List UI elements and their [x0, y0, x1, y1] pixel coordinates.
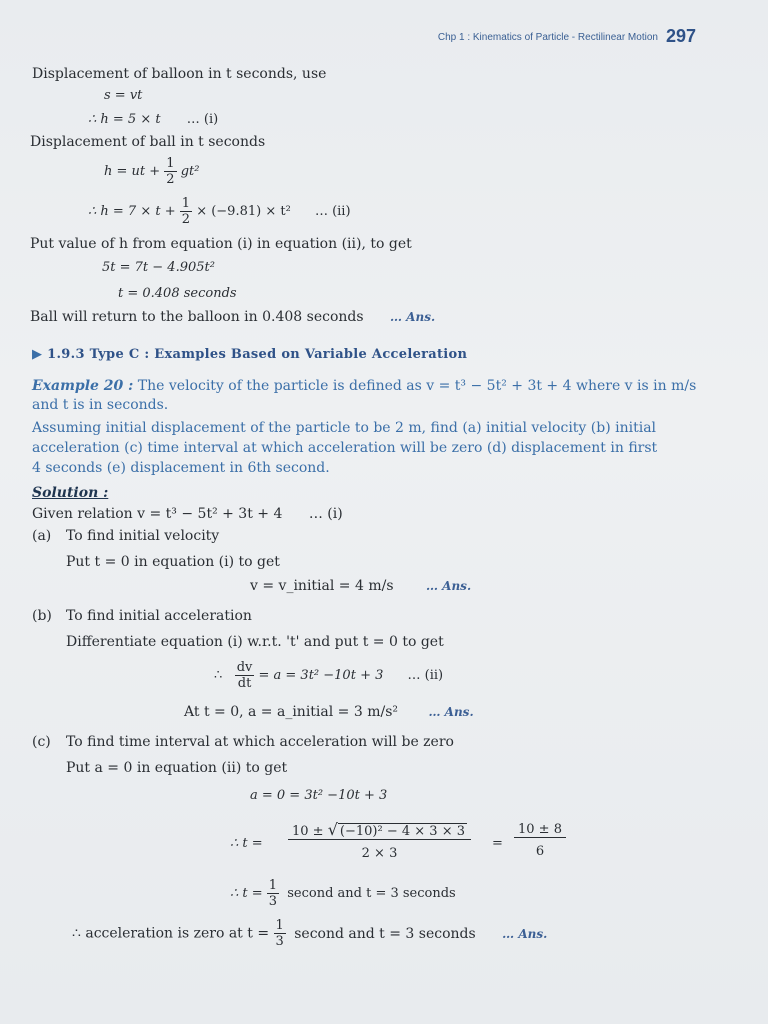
text-line: Differentiate equation (i) w.r.t. 't' and put t = 0 to get [66, 634, 444, 650]
denominator: 6 [535, 844, 545, 859]
part-label: (b) [32, 608, 52, 624]
numerator: 1 [275, 918, 284, 933]
answer-marker: … Ans. [425, 579, 472, 593]
example-line: 4 seconds (e) displacement in 6th second. [32, 460, 330, 476]
equation-line [32, 506, 343, 522]
radicand: (−10)² − 4 × 3 × 3 [339, 824, 465, 839]
numerator: dv [236, 660, 253, 675]
equation-text: At t = 0, a = a_initial = 3 m/s² [184, 704, 399, 720]
equation-ref: … (i) [186, 112, 219, 127]
equals-sign: = [492, 836, 503, 851]
quadratic-fraction [288, 822, 471, 861]
equation-text: = a = 3t² −10t + 3 [258, 668, 384, 683]
equation-text: × (−9.81) × t² [196, 204, 291, 219]
equation-line: a = 0 = 3t² −10t + 3 [250, 788, 388, 803]
fraction [514, 822, 566, 859]
denominator: dt [237, 676, 252, 691]
given-relation: Given relation v = t³ − 5t² + 3t + 4 [32, 506, 283, 522]
denominator: 2 [166, 172, 175, 187]
solution-label: Solution : [32, 485, 109, 501]
equation-text: ∴ h = 7 × t + [88, 204, 176, 219]
denominator: 3 [268, 894, 278, 909]
numerator-prefix: 10 ± [292, 824, 324, 839]
section-heading [32, 347, 467, 362]
equation-text: ∴ t = [230, 886, 263, 901]
fraction [274, 918, 286, 949]
arrow-icon: ▶ [32, 347, 43, 362]
numerator: 1 [268, 878, 278, 893]
fraction [267, 878, 279, 909]
numerator: 1 [181, 196, 191, 211]
text-line: Displacement of balloon in t seconds, use [32, 66, 327, 82]
equation-line [104, 156, 199, 187]
equation-ref: … (ii) [407, 668, 444, 683]
equation-line [88, 196, 351, 227]
running-header [438, 26, 696, 47]
text-line: Displacement of ball in t seconds [30, 134, 266, 150]
answer-marker: … Ans. [390, 310, 436, 324]
example-line [32, 378, 696, 394]
part-label: (c) [32, 734, 51, 750]
equation-line: ∴ t = [230, 836, 263, 851]
equation-line [184, 704, 474, 720]
text-line [30, 309, 435, 325]
text-line: Put t = 0 in equation (i) to get [66, 554, 280, 570]
part-label: (a) [32, 528, 52, 544]
equation-text: v = v_initial = 4 m/s [250, 578, 394, 594]
part-title: To find initial velocity [66, 528, 220, 544]
part-title: To find time interval at which acceleration will be zero [66, 734, 454, 750]
fraction [288, 822, 471, 861]
equation-text: second and t = 3 seconds [294, 925, 476, 942]
fraction [180, 196, 192, 227]
example-line: Assuming initial displacement of the particle to be 2 m, find (a) initial velocity (b) initial [32, 420, 657, 436]
numerator: 1 [166, 156, 175, 171]
answer-statement: Ball will return to the balloon in 0.408 seconds [30, 309, 364, 325]
equation-line: s = vt [104, 88, 143, 103]
numerator: 10 ± √ (−10)² − 4 × 3 × 3 [288, 822, 471, 840]
denominator: 3 [275, 934, 284, 949]
example-line: acceleration (c) time interval at which acceleration will be zero (d) displacement in first [32, 440, 658, 456]
page-number: 297 [665, 26, 696, 46]
running-title: Chp 1 : Kinematics of Particle - Rectilinear Motion [437, 32, 658, 43]
text-line: Put value of h from equation (i) in equation (ii), to get [30, 236, 412, 252]
equation-line [230, 878, 456, 909]
answer-marker: … Ans. [428, 705, 474, 719]
equation-ref: … (i) [308, 506, 343, 522]
equation-text: second and t = 3 seconds [287, 886, 456, 901]
equation-line: t = 0.408 seconds [118, 286, 237, 301]
section-title: 1.9.3 Type C : Examples Based on Variable Acceleration [47, 347, 468, 362]
equation-line: ∴ $\frac{dv}{dt}$ = a = 3t² −10t + 3 … (ii) [214, 660, 444, 691]
equation-text: h = ut + [104, 164, 161, 179]
fraction [235, 660, 255, 691]
example-text: The velocity of the particle is defined as v = t³ − 5t² + 3t + 4 where v is in m/s [137, 378, 697, 394]
equation-line [250, 578, 471, 594]
equation-line [72, 918, 547, 949]
equation-text: gt² [180, 164, 200, 179]
text-line: Put a = 0 in equation (ii) to get [66, 760, 288, 776]
example-label: Example 20 : [32, 378, 134, 394]
equation-ref: … (ii) [314, 204, 351, 219]
fraction [164, 156, 176, 187]
numerator: 10 ± 8 [514, 822, 566, 838]
equation-text: ∴ acceleration is zero at t = [72, 925, 270, 942]
denominator: 2 [181, 212, 191, 227]
example-line: and t is in seconds. [32, 397, 169, 413]
answer-marker: … Ans. [502, 926, 548, 941]
part-title: To find initial acceleration [66, 608, 252, 624]
equation-text: ∴ h = 5 × t [88, 112, 161, 127]
denominator: 2 × 3 [361, 846, 398, 861]
equation-line: 5t = 7t − 4.905t² [102, 260, 215, 275]
equation-line [88, 112, 218, 127]
